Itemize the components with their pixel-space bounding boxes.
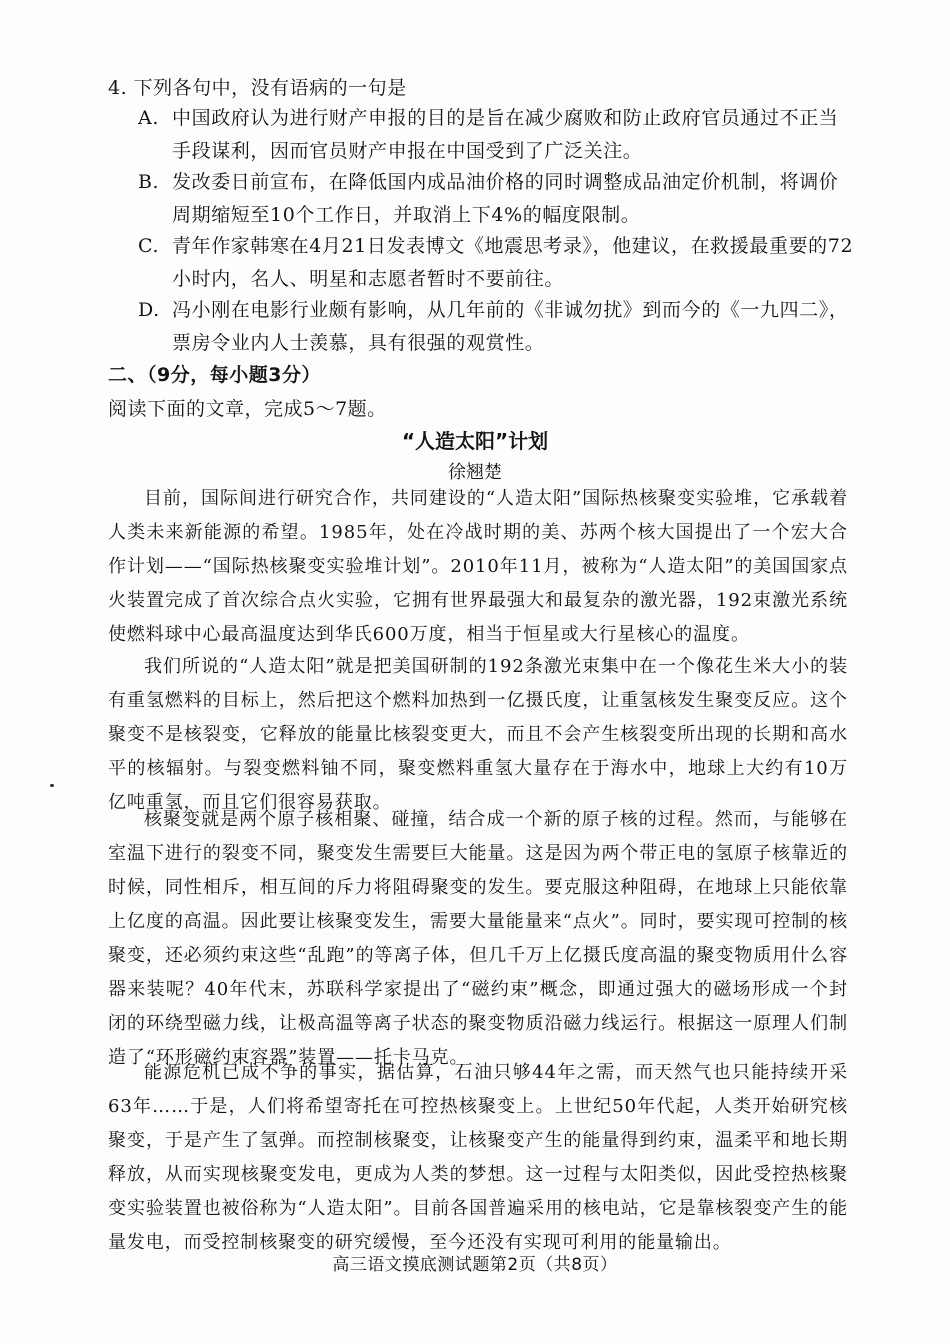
option-b-letter: B. — [138, 171, 160, 193]
article-paragraph-4: 能源危机已成不争的事实，据估算，石油只够44年之需，而天然气也只能持续开采63年……于是，人们将希望寄托在可控热核聚变上。上世纪50年代起，人类开始研究核聚变，于是产生了氢弹。而控制核聚变，让核聚变产生的能量得到约束，温柔平和地长期释放，从而实现核聚变发电，更成为人类的梦想。这一过程与太阳类似，因此受控热核聚变实验装置也被俗称为“人造太阳”。目前各国普遍采用的核电站，它是靠核裂变产生的能量发电，而受控制核聚变的研究缓慢，至今还没有实现可利用的能量输出。 — [108, 1062, 848, 1253]
option-c-letter: C. — [138, 235, 160, 257]
option-c — [138, 230, 858, 290]
option-c-text: 青年作家韩寒在4月21日发表博文《地震思考录》，他建议，在救援最重要的72小时内，名人、明星和志愿者暂时不要前往。 — [172, 235, 854, 290]
question-4-stem: 4. 下列各句中，没有语病的一句是 — [108, 77, 407, 99]
article-author: 徐翘楚 — [448, 462, 502, 483]
option-d — [138, 294, 858, 354]
option-d-letter: D. — [138, 299, 160, 321]
option-a-letter: A. — [138, 107, 159, 129]
option-a — [138, 102, 858, 162]
section-instruction: 阅读下面的文章，完成5～7题。 — [108, 398, 387, 420]
option-a-text: 中国政府认为进行财产申报的目的是旨在减少腐败和防止政府官员通过不正当手段谋利，因而官员财产申报在中国受到了广泛关注。 — [172, 107, 839, 162]
scan-speck — [50, 784, 54, 787]
option-b-text: 发改委日前宣布，在降低国内成品油价格的同时调整成品油定价机制，将调价周期缩短至10个工作日，并取消上下4%的幅度限制。 — [172, 171, 839, 226]
article-paragraph-2: 我们所说的“人造太阳”就是把美国研制的192条激光束集中在一个像花生米大小的装有重氢燃料的目标上，然后把这个燃料加热到一亿摄氏度，让重氢核发生聚变反应。这个聚变不是核裂变，它释放的能量比核裂变更大，而且不会产生核裂变所出现的长期和高水平的核辐射。与裂变燃料铀不同，聚变燃料重氢大量存在于海水中，地球上大约有10万亿吨重氢，而且它们很容易获取。 — [108, 656, 848, 813]
article-paragraph-3: 核聚变就是两个原子核相聚、碰撞，结合成一个新的原子核的过程。然而，与能够在室温下进行的裂变不同，聚变发生需要巨大能量。这是因为两个带正电的氢原子核靠近的时候，同性相斥，相互间的斥力将阻碍聚变的发生。要克服这种阻碍，在地球上只能依靠上亿度的高温。因此要让核聚变发生，需要大量能量来“点火”。同时，要实现可控制的核聚变，还必须约束这些“乱跑”的等离子体，但几千万上亿摄氏度高温的聚变物质用什么容器来装呢？40年代末，苏联科学家提出了“磁约束”概念，即通过强大的磁场形成一个封闭的环绕型磁力线，让极高温等离子状态的聚变物质沿磁力线运行。根据这一原理人们制造了“环形磁约束容器”装置——托卡马克。 — [108, 809, 848, 1068]
page-footer: 高三语文摸底测试题第2页（共8页） — [332, 1255, 618, 1275]
article-title: “人造太阳”计划 — [401, 429, 549, 453]
option-b — [138, 166, 858, 226]
article-paragraph-1: 目前，国际间进行研究合作，共同建设的“人造太阳”国际热核聚变实验堆，它承载着人类未来新能源的希望。1985年，处在冷战时期的美、苏两个核大国提出了一个宏大合作计划——“国际热核聚变实验堆计划”。2010年11月，被称为“人造太阳”的美国国家点火装置完成了首次综合点火实验，它拥有世界最强大和最复杂的激光器，192束激光系统使燃料球中心最高温度达到华氏600万度，相当于恒星或大行星核心的温度。 — [108, 488, 848, 645]
option-d-text: 冯小刚在电影行业颇有影响，从几年前的《非诚勿扰》到而今的《一九四二》，票房令业内人士羡慕，具有很强的观赏性。 — [172, 299, 849, 354]
section-heading: 二、（9分，每小题3分） — [108, 364, 321, 386]
